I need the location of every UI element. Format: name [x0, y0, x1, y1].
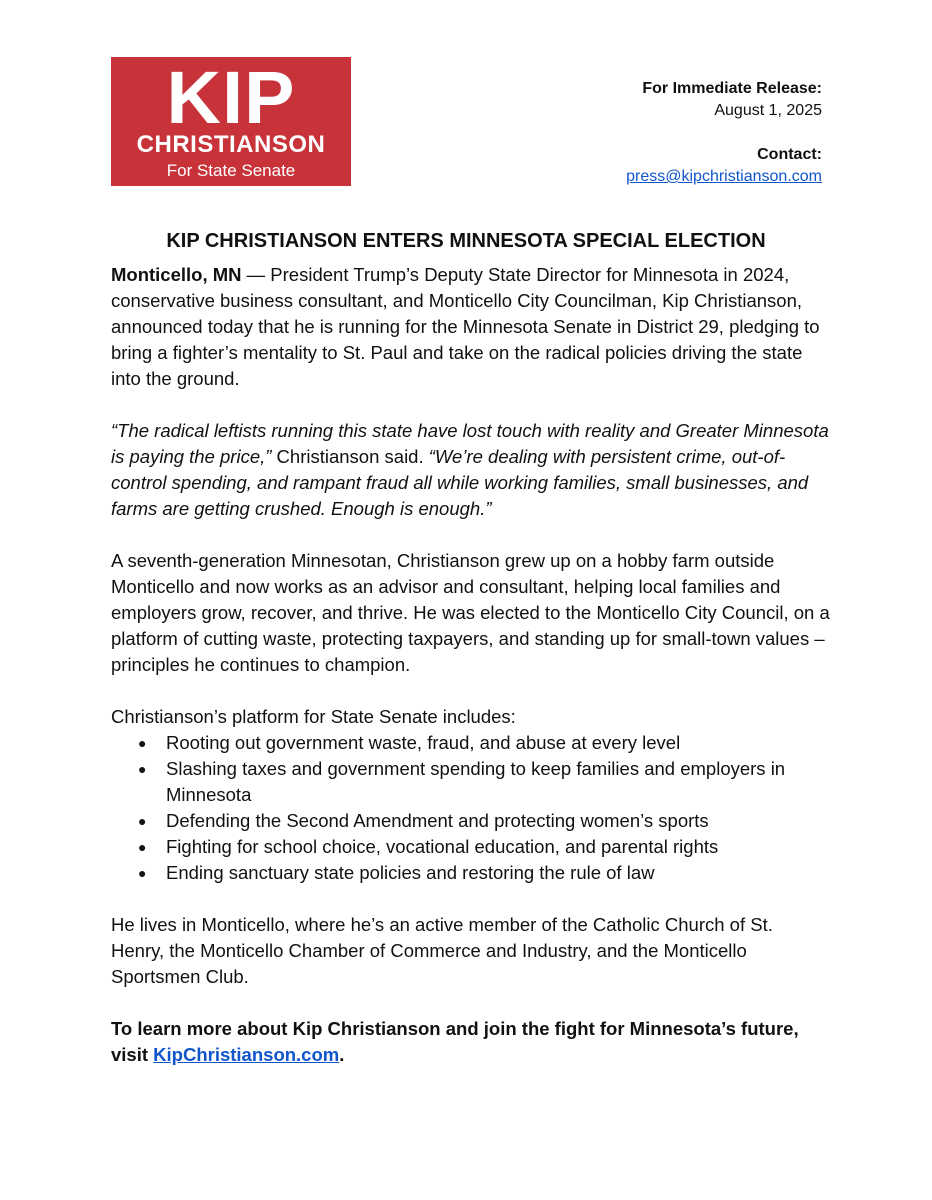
- release-info: [626, 78, 822, 188]
- platform-intro: Christianson’s platform for State Senate includes:: [111, 706, 516, 727]
- release-label: For Immediate Release:: [642, 80, 822, 97]
- logo-name-top: KIP: [166, 57, 296, 139]
- paragraph-bio: A seventh-generation Minnesotan, Christianson grew up on a hobby farm outside Monticello and now works as an advisor and consultant, helping local families and employers grow, recover, and thrive. He was elected to the Monticello City Council, on a platform of cutting waste, protecting taxpayers, and standing up for small-town values – principles he continues to champion.: [111, 550, 830, 675]
- bullet-icon: ●: [138, 813, 147, 829]
- closing-text: To learn more about Kip Christianson and join the fight for Minnesota’s future, visit: [111, 1018, 799, 1065]
- dateline: Monticello, MN: [111, 264, 242, 285]
- bullet-icon: ●: [138, 865, 147, 881]
- logo-subtitle: For State Senate: [166, 161, 296, 180]
- list-item: ● Ending sanctuary state policies and restoring the rule of law: [111, 860, 831, 886]
- press-release-body: [111, 262, 831, 1094]
- list-item: ● Fighting for school choice, vocational education, and parental rights: [111, 834, 831, 860]
- bullet-icon: ●: [138, 761, 147, 777]
- list-item: ● Rooting out government waste, fraud, and abuse at every level: [111, 730, 831, 756]
- contact-label: Contact:: [757, 146, 822, 163]
- headline: KIP CHRISTIANSON ENTERS MINNESOTA SPECIAL ELECTION: [166, 230, 766, 252]
- website-link[interactable]: KipChristianson.com: [153, 1044, 340, 1065]
- intro-text: — President Trump’s Deputy State Director for Minnesota in 2024, conservative business consultant, and Monticello City Councilman, Kip Christianson, announced today that he is running for the Minnesota Senate in District 29, pledging to bring a fighter’s mentality to St. Paul and take on the radical policies driving the state into the ground.: [111, 264, 820, 389]
- quote-part-2: “We’re dealing with persistent crime, out-of-control spending, and rampant fraud all while working families, small businesses, and farms are getting crushed. Enough is enough.”: [111, 446, 809, 519]
- paragraph-intro: [111, 262, 831, 392]
- quote-attribution: Christianson said.: [271, 446, 429, 467]
- list-item: ● Defending the Second Amendment and protecting women’s sports: [111, 808, 831, 834]
- release-date: August 1, 2025: [714, 102, 822, 119]
- bullet-icon: ●: [138, 735, 147, 751]
- paragraph-quote: [111, 418, 831, 522]
- paragraph-community: He lives in Monticello, where he’s an active member of the Catholic Church of St. Henry, the Monticello Chamber of Commerce and Industry, and the Monticello Sportsmen Club.: [111, 914, 773, 987]
- quote-part-1: “The radical leftists running this state have lost touch with reality and Greater Minnesota is paying the price,”: [111, 420, 829, 467]
- list-item: ● Slashing taxes and government spending to keep families and employers in Minnesota: [138, 758, 786, 805]
- campaign-logo: [111, 57, 351, 186]
- logo-name-bottom: CHRISTIANSON: [136, 131, 326, 158]
- paragraph-closing: To learn more about Kip Christianson and join the fight for Minnesota’s future, visit KipChristianson.com.: [111, 1018, 799, 1065]
- contact-email-link[interactable]: press@kipchristianson.com: [626, 168, 822, 185]
- bullet-icon: ●: [138, 839, 147, 855]
- platform-list: [111, 730, 831, 886]
